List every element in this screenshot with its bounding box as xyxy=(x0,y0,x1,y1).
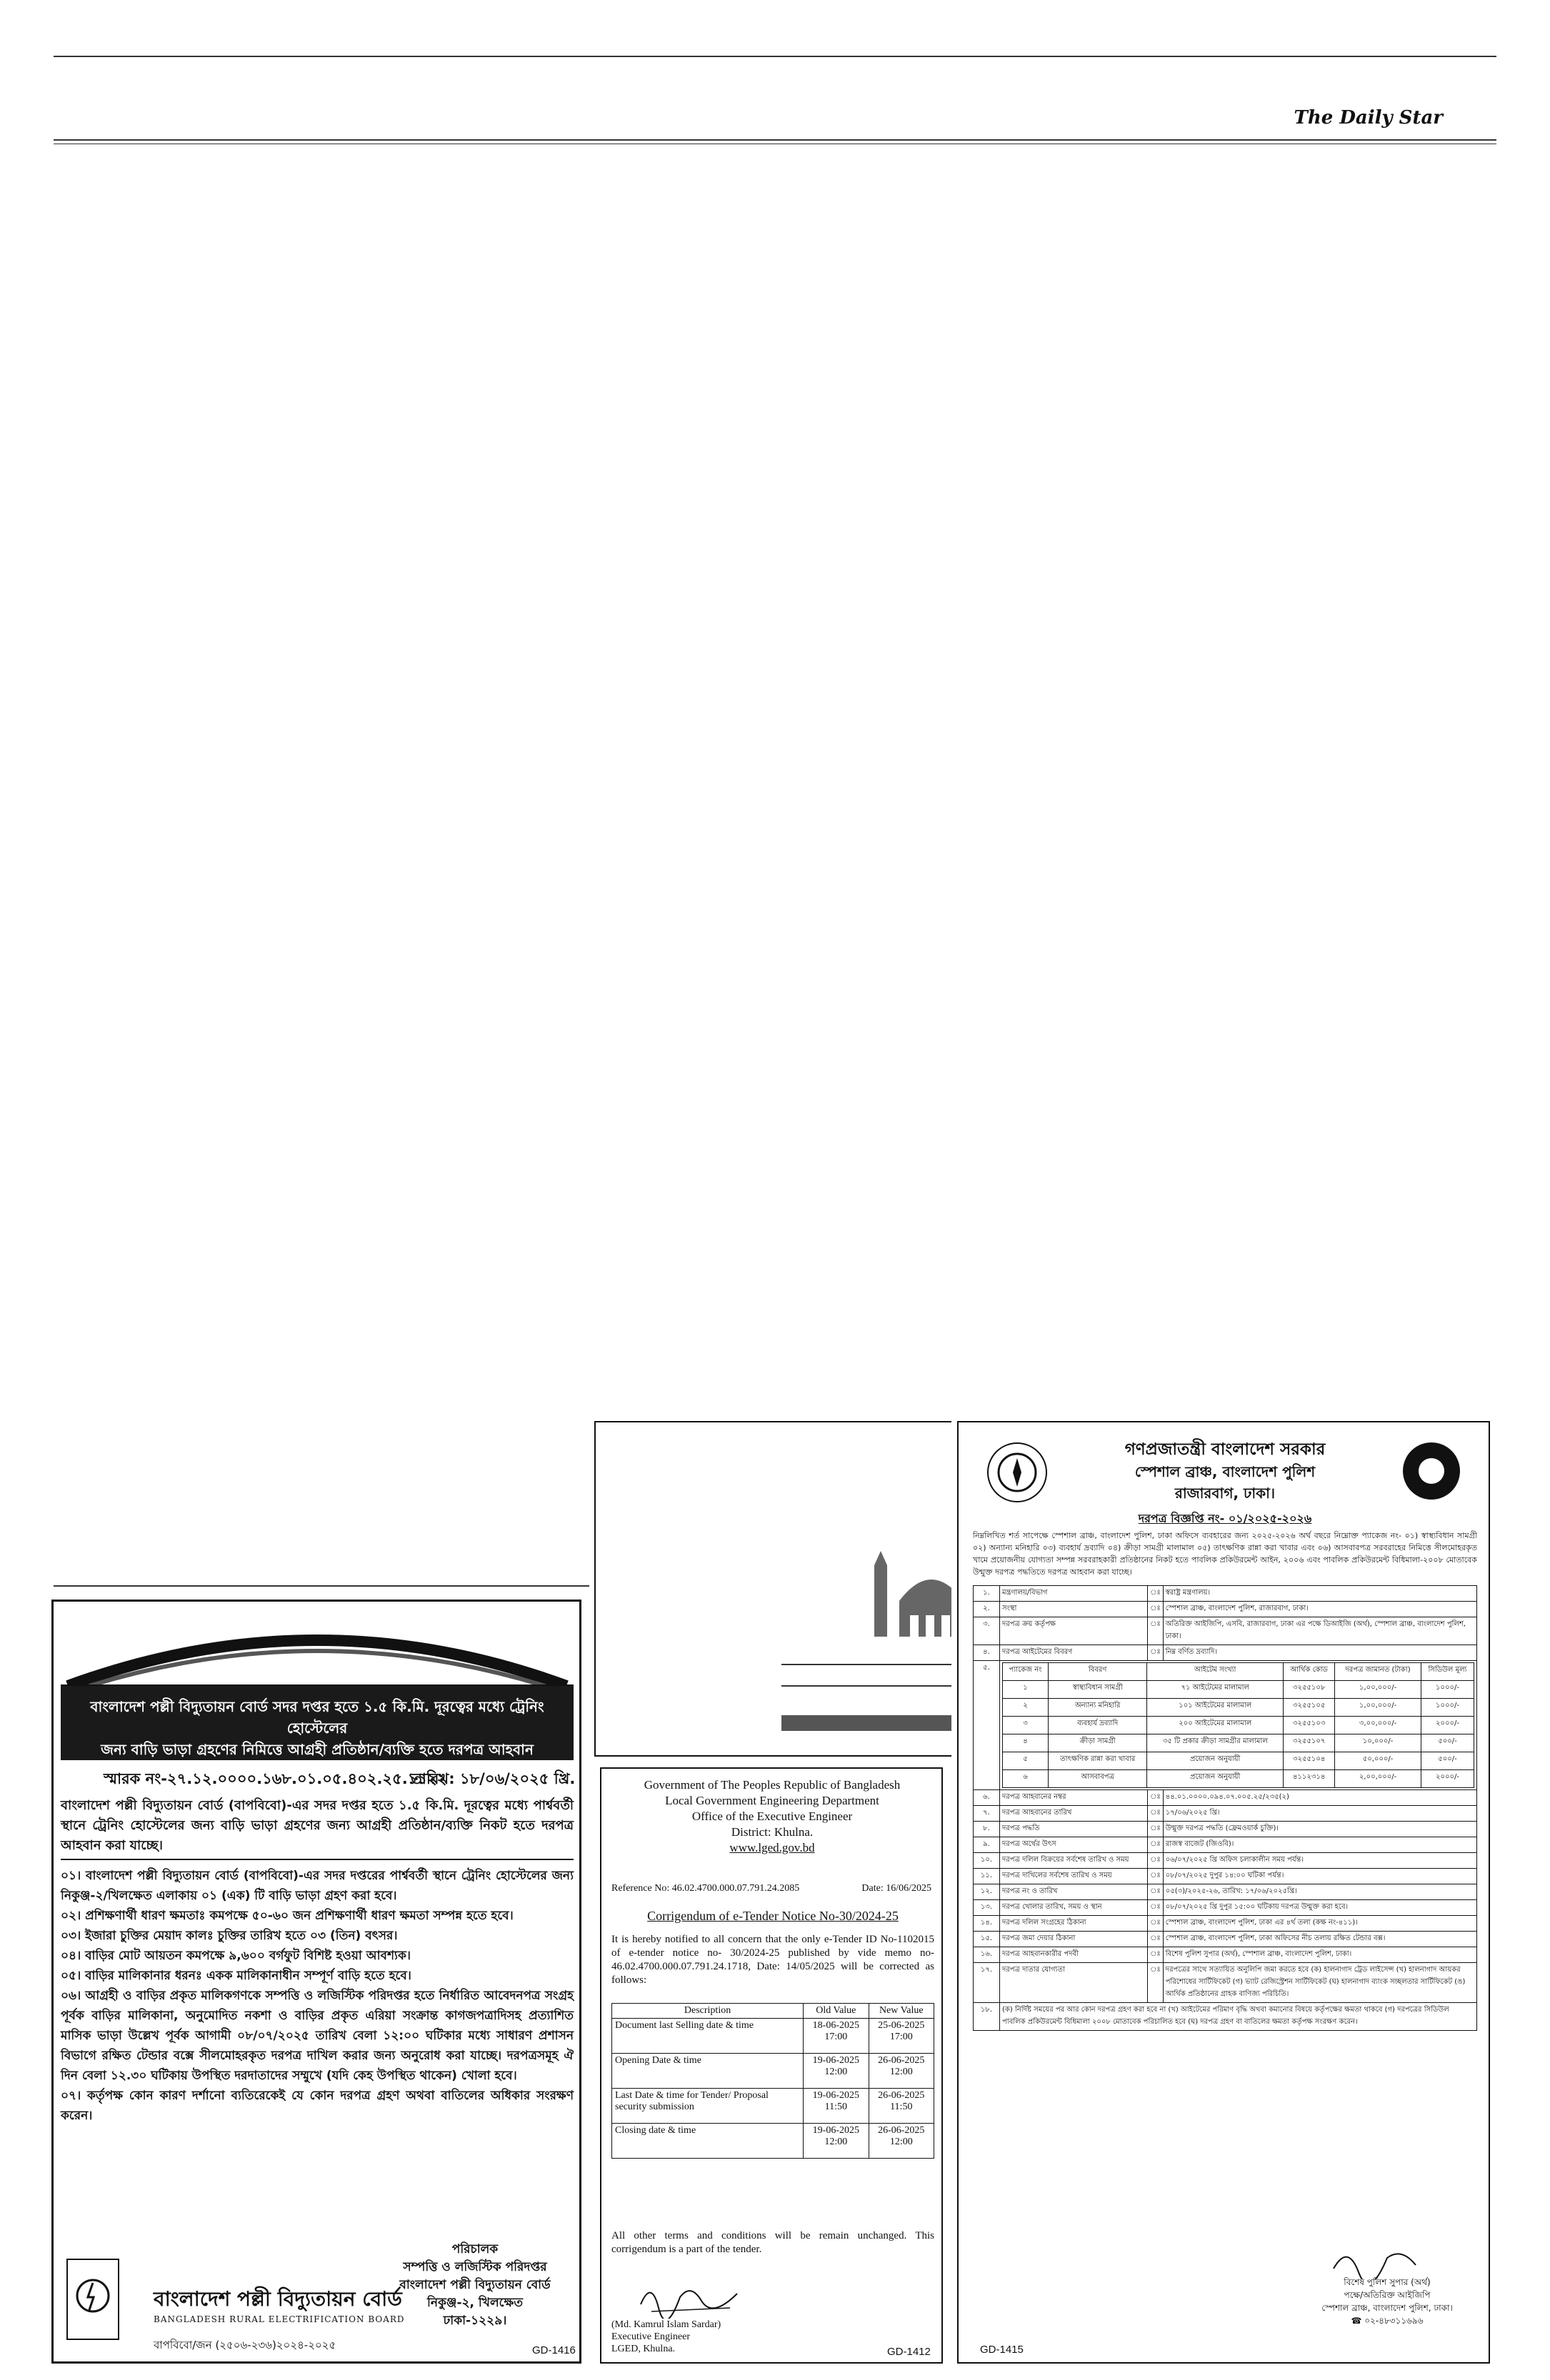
reb-item: ০৩। ইজারা চুক্তির মেয়াদ কালঃ চুক্তির তারিখ হতে ০৩ (তিন) বৎসর। xyxy=(61,1929,398,1943)
lged-header xyxy=(609,1777,936,1856)
table-row xyxy=(974,1617,1477,1645)
table-cell: ১৭/০৬/২০২৫ খ্রি। xyxy=(1163,1806,1476,1822)
table-row xyxy=(974,1586,1477,1602)
reb-item: ০৬। আগ্রহী ও বাড়ির প্রকৃত মালিকগণকে সম্পত্তি ও লজিস্টিক পরিদপ্তর হতে নির্ধারিত আবেদনপত্র সংগ্রহ পূর্বক বাড়ির মালিকানা, অনুমোদিত নকশা ও বাড়ির প্রকৃত এরিয়া সংক্রান্ত কাগজপত্রাদিসহ প্রত্যাশিত মাসিক ভাড়া উল্লেখ পূর্বক আগামী ০৮/০৭/২০২৫ তারিখ বেলা ১২:০০ ঘটিকার মধ্যে সাধারণ প্রশাসন বিভাগে রক্ষিত টেন্ডার বক্সে সীলমোহরকৃত দরপত্র দাখিল করার জন্য অনুরোধ করা যাচ্ছে। দরপত্রসমূহ ঐ দিন বেলা ১২.৩০ ঘটিকায় উপস্থিত দরদাতাদের সম্মুখে (যদি কেহ উপস্থিত থাকেন) খোলা হবে। xyxy=(61,1989,574,2083)
table-cell: ১০১ আইটেমের মালামাল xyxy=(1147,1699,1284,1717)
table-cell: ৪১১২৩১৪ xyxy=(1284,1770,1335,1788)
table-row xyxy=(974,1806,1477,1822)
table-cell: ১২. xyxy=(974,1884,1000,1900)
table-cell: (ক) নির্দিষ্ট সময়ের পর আর কোন দরপত্র গ্রহণ করা হবে না (খ) আইটেমের পরিমাণ বৃদ্ধি অথবা কমানোর বিষয়ে কর্তৃপক্ষের ক্ষমতা থাকবে (গ) দরপত্রের সিডিউল পাবলিক প্রকিউরমেন্ট বিধিমালা ২০০৮ মোতাবেক পরিচালিত হবে (ঘ) দরপত্র গ্রহণ বা বাতিলের ক্ষমতা কর্তৃপক্ষ সংরক্ষণ করেন। xyxy=(1000,2003,1477,2031)
mosque-rule-1 xyxy=(781,1664,951,1665)
table-cell: ঃ xyxy=(1148,1884,1164,1900)
table-cell: ঃ xyxy=(1148,1963,1164,2003)
lged-head-line: Local Government Engineering Department xyxy=(665,1794,879,1807)
police-header xyxy=(1030,1438,1420,1504)
table-row xyxy=(612,2124,934,2159)
police-sign-line: পক্ষে/অতিরিক্ত আইজিপি xyxy=(1344,2290,1431,2300)
table-cell: দরপত্র অর্থের উৎস xyxy=(1000,1837,1148,1853)
table-cell: ৯. xyxy=(974,1837,1000,1853)
table-row xyxy=(974,1853,1477,1869)
table-cell: ০৮/০৭/২০২৫ খ্রি দুপুর ১৫:০০ ঘটিকায় দরপত্র উন্মুক্ত করা হবে। xyxy=(1163,1900,1476,1916)
lged-head-line: Government of The Peoples Republic of Bangladesh xyxy=(644,1778,901,1792)
table-cell: দরপত্র আহবানের তারিখ xyxy=(1000,1806,1148,1822)
reb-headline-line1: বাংলাদেশ পল্লী বিদ্যুতায়ন বোর্ড সদর দপ্তর হতে ১.৫ কি.মি. দূরত্বের মধ্যে ট্রেনিং হোস্টেলের xyxy=(90,1698,544,1737)
table-cell: অন্যান্য মনিহারি xyxy=(1049,1699,1147,1717)
table-cell: ১. xyxy=(974,1586,1000,1602)
table-header: আর্থিক কোড xyxy=(1284,1663,1335,1681)
lged-ref: Reference No: 46.02.4700.000.07.791.24.2085 xyxy=(611,1883,800,1894)
table-cell: Opening Date & time xyxy=(612,2054,804,2089)
table-row xyxy=(974,1932,1477,1947)
table-cell: ঃ xyxy=(1148,1932,1164,1947)
table-cell: ৪. xyxy=(974,1645,1000,1661)
table-cell: ৩৫ টি প্রকার ক্রীড়া সামগ্রীর মালামাল xyxy=(1147,1734,1284,1752)
lged-body: It is hereby notified to all concern that the only e-Tender ID No-1102015 of e-tender notice no- 30/2024-25 published by vide memo no- 46.02.4700.000.07.791.24.1718, Date: 14/05/2025 will be corrected as follows: xyxy=(611,1934,934,1986)
bridge-arch-graphic xyxy=(61,1609,574,1687)
table-header: প্যাকেজ নং xyxy=(1003,1663,1049,1681)
table-cell: ৫ xyxy=(1003,1752,1049,1770)
police-sign-line: বিশেষ পুলিশ সুপার (অর্থ) xyxy=(1344,2277,1431,2287)
table-row xyxy=(1003,1734,1474,1752)
reb-tender-ad xyxy=(51,1600,581,2364)
table-cell: ৩২৫৫১০৫ xyxy=(1284,1699,1335,1717)
reb-gd-code: GD-1416 xyxy=(532,2344,576,2356)
table-cell: ২০০০/- xyxy=(1421,1770,1474,1788)
table-header: New Value xyxy=(869,2004,934,2019)
table-header: সিডিউল মূল্য xyxy=(1421,1663,1474,1681)
table-cell: ৭১ আইটেমের মালামাল xyxy=(1147,1681,1284,1699)
table-cell: মন্ত্রণালয়/বিভাগ xyxy=(1000,1586,1148,1602)
reb-memo: স্মারক নং-২৭.১২.০০০০.১৬৮.০১.০৫.৪০২.২৫.১১২২ xyxy=(104,1770,447,1787)
lged-footer-text: All other terms and conditions will be remain unchanged. This corrigendum is a part of the tender. xyxy=(611,2230,934,2255)
table-cell: ঃ xyxy=(1148,1617,1164,1645)
table-cell: ১৫. xyxy=(974,1932,1000,1947)
table-cell: 18-06-2025 17:00 xyxy=(804,2019,869,2054)
table-cell: ১০০০/- xyxy=(1421,1681,1474,1699)
table-cell: ২ xyxy=(1003,1699,1049,1717)
table-cell: Last Date & time for Tender/ Proposal security submission xyxy=(612,2089,804,2124)
table-header: Description xyxy=(612,2004,804,2019)
reb-headline xyxy=(61,1686,574,1760)
table-cell: ১০. xyxy=(974,1853,1000,1869)
table-row xyxy=(1003,1717,1474,1734)
table-cell: 25-06-2025 17:00 xyxy=(869,2019,934,2054)
table-cell: ৪৪.০১.০০০০.০৯৪.০৭.০০৫.২৫/২৩৫(২) xyxy=(1163,1790,1476,1806)
table-cell: ৩ xyxy=(1003,1717,1049,1734)
police-notice-no: দরপত্র বিজ্ঞপ্তি নং- ০১/২০২৫-২০২৬ xyxy=(1138,1512,1312,1525)
reb-headline-line2: জন্য বাড়ি ভাড়া গ্রহণের নিমিত্তে আগ্রহী প্রতিষ্ঠান/ব্যক্তি হতে দরপত্র আহবান xyxy=(101,1741,534,1758)
table-cell: বিশেষ পুলিশ সুপার (অর্থ), স্পেশাল ব্রাঞ্চ, বাংলাদেশ পুলিশ, ঢাকা। xyxy=(1163,1947,1476,1963)
lged-head-line: Office of the Executive Engineer xyxy=(691,1809,853,1823)
table-cell: স্পেশাল ব্রাঞ্চ, বাংলাদেশ পুলিশ, ঢাকা অফিসের নীচ তলায় রক্ষিত টেন্ডার বক্স। xyxy=(1163,1932,1476,1947)
table-cell: ঃ xyxy=(1148,1645,1164,1661)
table-cell: ২০০০/- xyxy=(1421,1717,1474,1734)
table-cell: ঃ xyxy=(1148,1900,1164,1916)
table-cell: ঃ xyxy=(1148,1586,1164,1602)
table-cell: 26-06-2025 12:00 xyxy=(869,2124,934,2159)
reb-item: ০১। বাংলাদেশ পল্লী বিদ্যুতায়ন বোর্ড (বাপবিবো)-এর সদর দপ্তরের পার্শ্ববর্তী স্থানে ট্রেনিং হোস্টেলের জন্য নিকুঞ্জ-২/খিলক্ষেত এলাকায় ০১ (এক) টি বাড়ি ভাড়া গ্রহণ করা হবে। xyxy=(61,1869,574,1903)
table-cell: দরপত্র খোলার তারিখ, সময় ও স্থান xyxy=(1000,1900,1148,1916)
table-row xyxy=(1003,1699,1474,1717)
lged-head-line: District: Khulna. xyxy=(731,1825,814,1839)
table-header: বিবরণ xyxy=(1049,1663,1147,1681)
table-row xyxy=(974,1790,1477,1806)
table-cell: দরপত্রের সাথে সত্যায়িত অনুলিপি জমা করতে হবে (ক) হালনাগাদ ট্রেড লাইসেন্স (খ) হালনাগাদ আয়কর পরিশোধের সার্টিফিকেট (গ) ভ্যাট রেজিস্ট্রেশন সার্টিফিকেট (ঘ) হালনাগাদ ব্যাংক সচ্ছলতার সার্টিফিকেট (ঙ) আর্থিক প্রতিষ্ঠানের গ্রাহক বাণিজ্য পরিচিতি। xyxy=(1163,1963,1476,2003)
table-cell: ৫০০/- xyxy=(1421,1734,1474,1752)
table-cell: ১৪. xyxy=(974,1916,1000,1932)
table-cell: দরপত্র আইটেমের বিবরণ xyxy=(1000,1645,1148,1661)
table-cell: ঃ xyxy=(1148,1916,1164,1932)
table-cell: ৩২৫৫১০৮ xyxy=(1284,1681,1335,1699)
table-cell: ১৬. xyxy=(974,1947,1000,1963)
table-cell: ০৬/০৭/২০২৫ খ্রি অফিস চলাকালীন সময় পর্যন্ত। xyxy=(1163,1853,1476,1869)
table-cell: ১০০০/- xyxy=(1421,1699,1474,1717)
table-cell: ৪ xyxy=(1003,1734,1049,1752)
table-row xyxy=(974,1963,1477,2003)
table-row xyxy=(974,1822,1477,1837)
police-sign-line: ☎ ০২-৪৮৩১১৬৯৬ xyxy=(1351,2316,1424,2326)
masthead-rule xyxy=(54,139,1496,141)
table-cell: ৫. xyxy=(974,1661,1000,1790)
table-cell: ৩২৫৫১০৭ xyxy=(1284,1734,1335,1752)
table-cell: ১০,০০০/- xyxy=(1335,1734,1421,1752)
table-cell: ঃ xyxy=(1148,1837,1164,1853)
reb-signature-block xyxy=(389,2241,561,2330)
police-signature-block xyxy=(1294,2276,1480,2327)
reb-sign-line: ঢাকা-১২২৯। xyxy=(443,2314,507,2328)
table-cell: দরপত্র দাতার যোগ্যতা xyxy=(1000,1963,1148,2003)
table-header: আইটেম সংখ্যা xyxy=(1147,1663,1284,1681)
table-cell: উন্মুক্ত দরপত্র পদ্ধতি (ফ্রেমওয়ার্ক চুক্তি)। xyxy=(1163,1822,1476,1837)
masthead: The Daily Star xyxy=(1294,107,1443,129)
table-cell: 19-06-2025 12:00 xyxy=(804,2124,869,2159)
table-cell: Closing date & time xyxy=(612,2124,804,2159)
table-cell: ৫০,০০০/- xyxy=(1335,1752,1421,1770)
table-cell: Document last Selling date & time xyxy=(612,2019,804,2054)
mosque-icon xyxy=(867,1551,951,1637)
table-row xyxy=(612,2054,934,2089)
table-cell: ২. xyxy=(974,1602,1000,1617)
table-cell: প্রয়োজন অনুযায়ী xyxy=(1147,1752,1284,1770)
police-sign-line: স্পেশাল ব্রাঞ্চ, বাংলাদেশ পুলিশ, ঢাকা। xyxy=(1321,2303,1453,2313)
lged-sign-line: Executive Engineer xyxy=(611,2331,691,2342)
table-cell: ঃ xyxy=(1148,1790,1164,1806)
table-cell: ১,০০,০০০/- xyxy=(1335,1699,1421,1717)
reb-date: তারিখ: ১৮/০৬/২০২৫ খ্রি. xyxy=(411,1770,576,1787)
reb-ref: বাপবিবো/জন (২৫০৬-২৩৬)২০২৪-২০২৫ xyxy=(154,2339,336,2351)
lged-gd-code: GD-1412 xyxy=(887,2346,931,2358)
table-cell: ১,০০,০০০/- xyxy=(1335,1681,1421,1699)
table-row xyxy=(974,1869,1477,1884)
table-cell: দরপত্র পদ্ধতি xyxy=(1000,1822,1148,1837)
package-table xyxy=(1002,1662,1474,1788)
police-signature xyxy=(1330,2244,1437,2279)
table-cell: প্রয়োজন অনুযায়ী xyxy=(1147,1770,1284,1788)
table-cell: নিম্ন বর্ণিত দ্রব্যাদি। xyxy=(1163,1645,1476,1661)
lged-signature xyxy=(637,2276,744,2319)
lged-title: Corrigendum of e-Tender Notice No-30/2024-25 xyxy=(647,1909,899,1923)
table-cell: ০৮/০৭/২০২৫ দুপুর ১৪:০০ ঘটিকা পর্যন্ত। xyxy=(1163,1869,1476,1884)
police-table xyxy=(973,1585,1477,2031)
table-row xyxy=(974,1837,1477,1853)
table-cell: ব্যবহার্য দ্রব্যাদি xyxy=(1049,1717,1147,1734)
reb-intro: বাংলাদেশ পল্লী বিদ্যুতায়ন বোর্ড (বাপবিবো)-এর সদর দপ্তর হতে ১.৫ কি.মি. দূরত্বের মধ্যে পার্শ্ববর্তী স্থানে ট্রেনিং হোস্টেলের জন্য বাড়ি ভাড়া গ্রহণের জন্য আগ্রহী প্রতিষ্ঠান/ব্যক্তি নিকট হতে দরপত্র আহবান করা যাচ্ছে। xyxy=(61,1798,574,1853)
police-head-line3: রাজারবাগ, ঢাকা। xyxy=(1174,1485,1276,1502)
reb-item: ০৪। বাড়ির মোট আয়তন কমপক্ষে ৯,৬০০ বর্গফুট বিশিষ্ট হওয়া আবশ্যক। xyxy=(61,1949,411,1963)
table-cell: ১১. xyxy=(974,1869,1000,1884)
table-cell: ৬. xyxy=(974,1790,1000,1806)
mosque-rule-2 xyxy=(781,1685,951,1687)
table-cell: দরপত্র দলিল সংগ্রহের ঠিকানা xyxy=(1000,1916,1148,1932)
package-table-row xyxy=(974,1661,1477,1790)
reb-org-english: BANGLADESH RURAL ELECTRIFICATION BOARD xyxy=(154,2314,405,2324)
table-cell: স্বরাষ্ট্র মন্ত্রণালয়। xyxy=(1163,1586,1476,1602)
table-cell: ঃ xyxy=(1148,1602,1164,1617)
lged-date: Date: 16/06/2025 xyxy=(861,1883,931,1894)
table-cell: ৮. xyxy=(974,1822,1000,1837)
reb-items xyxy=(61,1859,574,2126)
table-cell: ৩,০০,০০০/- xyxy=(1335,1717,1421,1734)
lged-sign-line: LGED, Khulna. xyxy=(611,2344,676,2354)
table-cell: আসবাবপত্র xyxy=(1049,1770,1147,1788)
table-cell: অতিরিক্ত আইজিপি, এসবি, রাজারবাগ, ঢাকা এর পক্ষে ডিআইজি (অর্থ), স্পেশাল ব্রাঞ্চ, বাংলাদেশ পুলিশ, ঢাকা। xyxy=(1163,1617,1476,1645)
table-row xyxy=(974,1884,1477,1900)
lged-signature-block xyxy=(611,2319,721,2355)
table-cell: 26-06-2025 12:00 xyxy=(869,2054,934,2089)
reb-sign-line: সম্পত্তি ও লজিস্টিক পরিদপ্তর xyxy=(403,2260,547,2274)
table-row xyxy=(1003,1770,1474,1788)
table-cell: ৫০০/- xyxy=(1421,1752,1474,1770)
table-cell: ১৩. xyxy=(974,1900,1000,1916)
police-tender-ad xyxy=(957,1421,1490,2364)
reb-org-bangla: বাংলাদেশ পল্লী বিদ্যুতায়ন বোর্ড xyxy=(154,2287,402,2311)
table-row xyxy=(974,2003,1477,2031)
table-cell: ১৮. xyxy=(974,2003,1000,2031)
mosque-ad xyxy=(594,1421,951,1757)
table-cell: দরপত্র ক্রয় কর্তৃপক্ষ xyxy=(1000,1617,1148,1645)
lged-corrigendum-ad xyxy=(600,1767,943,2364)
table-row xyxy=(1003,1681,1474,1699)
table-cell: ঃ xyxy=(1148,1853,1164,1869)
table-header: Old Value xyxy=(804,2004,869,2019)
police-head-line2: স্পেশাল ব্রাঞ্চ, বাংলাদেশ পুলিশ xyxy=(1134,1463,1316,1480)
table-cell: ঃ xyxy=(1148,1806,1164,1822)
table-cell: ৩২৫৫১০৪ xyxy=(1284,1752,1335,1770)
table-header: দরপত্র জামানত (টাকা) xyxy=(1335,1663,1421,1681)
table-row xyxy=(612,2089,934,2124)
table-cell: স্পেশাল ব্রাঞ্চ, বাংলাদেশ পুলিশ, ঢাকা এর ৪র্থ তলা (কক্ষ নং-৪১১)। xyxy=(1163,1916,1476,1932)
reb-sign-line: নিকুঞ্জ-২, খিলক্ষেত xyxy=(427,2296,523,2310)
table-cell: সংস্থা xyxy=(1000,1602,1148,1617)
table-cell: 19-06-2025 12:00 xyxy=(804,2054,869,2089)
table-row xyxy=(974,1916,1477,1932)
table-cell: স্পেশাল ব্রাঞ্চ, বাংলাদেশ পুলিশ, রাজারবাগ, ঢাকা। xyxy=(1163,1602,1476,1617)
lged-table xyxy=(611,2003,934,2159)
mosque-bar xyxy=(781,1715,951,1731)
table-cell: ২,০০,০০০/- xyxy=(1335,1770,1421,1788)
bottom-left-rule xyxy=(54,1585,589,1587)
table-cell: ঃ xyxy=(1148,1947,1164,1963)
reb-logo-icon xyxy=(66,2259,119,2340)
police-intro: নিম্নলিখিত শর্ত সাপেক্ষে স্পেশাল ব্রাঞ্চ, বাংলাদেশ পুলিশ, ঢাকা অফিসে ব্যবহারের জন্য ২০২৫-২০২৬ অর্থ বছরে নিম্নোক্ত প্যাকেজ নং- ০১) স্বাস্থ্যবিধান সামগ্রী ০২) অন্যান্য মনিহারি ০৩) ব্যবহার্য দ্রব্যাদি ০৪) ক্রীড়া সামগ্রী মালামাল ০৫) তাৎক্ষণিক রান্না করা খাবার এবং ০৬) আসবাবপত্র সরবরাহের নিমিত্তে সীলমোহরকৃত খামে প্রয়োজনীয় যোগ্যতা সম্পন্ন সরবরাহকারী প্রতিষ্ঠানের নিকট হতে পাবলিক প্রকিউরমেন্ট আইন, ২০০৬ এবং পাবলিক প্রকিউরমেন্ট বিধিমালা-২০০৮ মোতাবেক উন্মুক্ত দরপত্র পদ্ধতিতে দরপত্র আহবান করা যাচ্ছে। xyxy=(973,1531,1477,1577)
police-gd-code: GD-1415 xyxy=(980,2344,1024,2356)
table-cell: ঃ xyxy=(1148,1822,1164,1837)
table-cell: ৭. xyxy=(974,1806,1000,1822)
reb-item: ০৫। বাড়ির মালিকানার ধরনঃ একক মালিকানাধীন সম্পূর্ণ বাড়ি হতে হবে। xyxy=(61,1969,411,1983)
lged-website: www.lged.gov.bd xyxy=(729,1841,815,1854)
table-row xyxy=(974,1645,1477,1661)
table-cell: 19-06-2025 11:50 xyxy=(804,2089,869,2124)
table-row xyxy=(612,2019,934,2054)
reb-sign-line: পরিচালক xyxy=(451,2242,499,2256)
table-row xyxy=(974,1947,1477,1963)
table-cell: ১ xyxy=(1003,1681,1049,1699)
table-cell: ৩. xyxy=(974,1617,1000,1645)
table-cell: দরপত্র নং ও তারিখ xyxy=(1000,1884,1148,1900)
table-cell: ০৫(৩)/২০২৫-২৬, তারিখ: ১৭/০৬/২০২৫খ্রি। xyxy=(1163,1884,1476,1900)
table-cell: দরপত্র দলিল বিক্রয়ের সর্বশেষ তারিখ ও সময় xyxy=(1000,1853,1148,1869)
table-row xyxy=(974,1602,1477,1617)
table-cell: ২০০ আইটেমের মালামাল xyxy=(1147,1717,1284,1734)
police-head-line1: গণপ্রজাতন্ত্রী বাংলাদেশ সরকার xyxy=(1124,1440,1326,1459)
table-cell: ঃ xyxy=(1148,1869,1164,1884)
lged-sign-line: (Md. Kamrul Islam Sardar) xyxy=(611,2319,721,2330)
table-cell: রাজস্ব বাজেট (জিওবি)। xyxy=(1163,1837,1476,1853)
table-cell: স্বাস্থ্যবিধান সামগ্রী xyxy=(1049,1681,1147,1699)
table-cell: 26-06-2025 11:50 xyxy=(869,2089,934,2124)
table-cell: ৬ xyxy=(1003,1770,1049,1788)
reb-item: ০২। প্রশিক্ষণার্থী ধারণ ক্ষমতাঃ কমপক্ষে ৫০-৬০ জন প্রশিক্ষণার্থী ধারণ ক্ষমতা সম্পন্ন হতে হবে। xyxy=(61,1909,514,1923)
reb-item: ০৭। কর্তৃপক্ষ কোন কারণ দর্শানো ব্যতিরেকেই যে কোন দরপত্র গ্রহণ অথবা বাতিলের অধিকার সংরক্ষণ করেন। xyxy=(61,2089,574,2123)
table-cell: ৩২৫৫১০৩ xyxy=(1284,1717,1335,1734)
table-cell: ক্রীড়া সামগ্রী xyxy=(1049,1734,1147,1752)
table-row xyxy=(1003,1752,1474,1770)
table-cell: দরপত্র দাখিলের সর্বশেষ তারিখ ও সময় xyxy=(1000,1869,1148,1884)
reb-sign-line: বাংলাদেশ পল্লী বিদ্যুতায়ন বোর্ড xyxy=(399,2278,551,2292)
top-rule xyxy=(54,56,1496,57)
table-cell: তাৎক্ষণিক রান্না করা খাবার xyxy=(1049,1752,1147,1770)
table-cell: দরপত্র আহবানের নম্বর xyxy=(1000,1790,1148,1806)
table-cell xyxy=(1000,1661,1477,1790)
table-cell: দরপত্র আহবানকারীর পদবী xyxy=(1000,1947,1148,1963)
table-cell: ১৭. xyxy=(974,1963,1000,2003)
table-cell: দরপত্র জমা দেয়ার ঠিকানা xyxy=(1000,1932,1148,1947)
table-row xyxy=(974,1900,1477,1916)
